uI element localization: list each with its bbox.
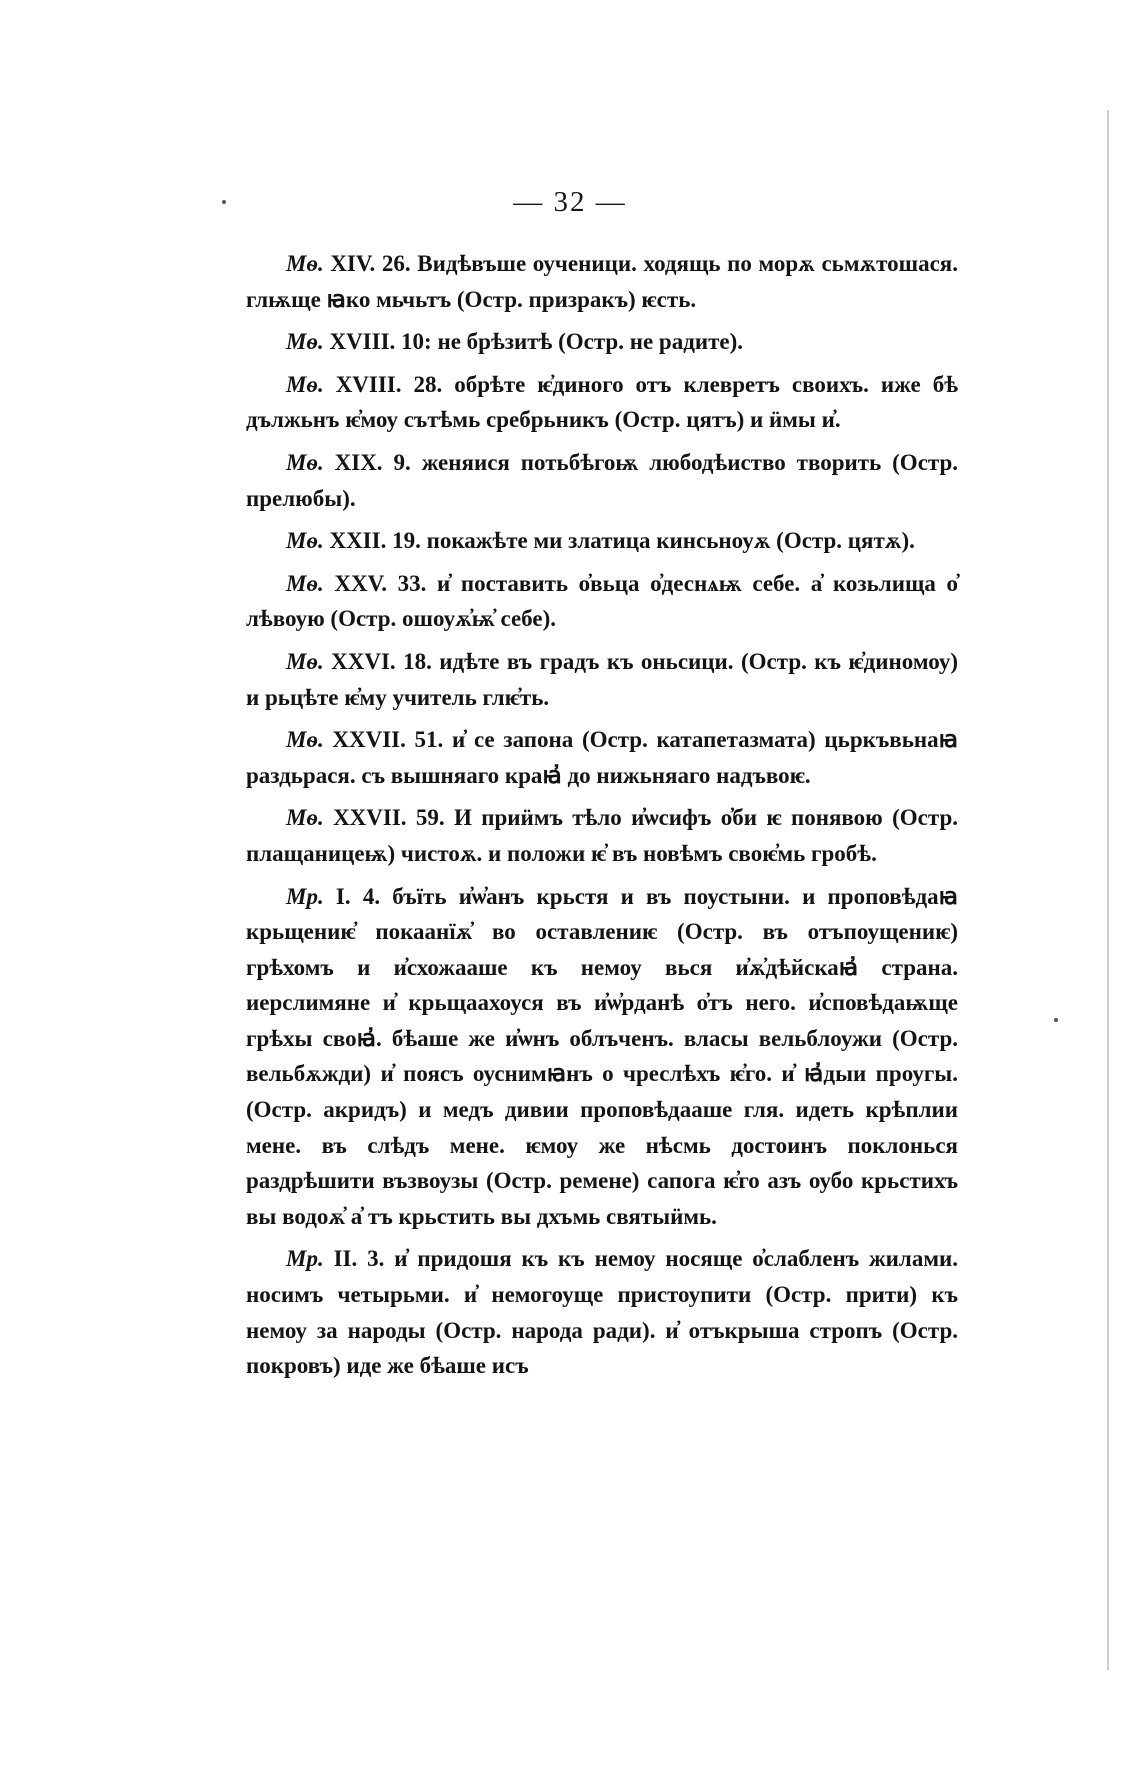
gospel-ref: Мр. <box>286 883 324 909</box>
gospel-ref: Мѳ. <box>286 329 324 355</box>
gospel-ref: Мѳ. <box>286 805 324 831</box>
entry-matthew-27-51 <box>246 722 958 793</box>
verse-number: XXVII. 51. <box>332 727 444 753</box>
entry-text: покажѣте ми златица кинсьноуѫ (Остр. цятѫ). <box>426 528 915 554</box>
verse-number: XVIII. 10: <box>329 329 432 355</box>
verse-number: XIV. 26. <box>330 251 411 276</box>
entry-matthew-22-19 <box>246 523 958 559</box>
verse-number: XXII. 19. <box>329 528 421 554</box>
verse-number: XXVII. 59. <box>333 805 445 831</box>
gospel-ref: Мѳ. <box>286 371 324 397</box>
entry-text: обрѣте ѥ҆диного отъ клевретъ своихъ. иже бѣ дължьнъ ѥ҆моу сътѣмь сребрьникъ (Остр. цятъ) и ӥмы и҆. <box>246 371 959 433</box>
entry-matthew-25-33 <box>246 566 958 637</box>
entry-mark-1-4 <box>246 879 958 1235</box>
entry-matthew-26-18 <box>246 644 958 715</box>
entry-text: женяися потьбѣгоѭ любодѣиство творить (Остр. прелюбы). <box>246 449 959 511</box>
entry-text: бъїть и҆ѡ҆анъ крьстя и въ поустыни. и проповѣдаꙗ крьщениѥ҆ покаанїѫ҆ во оставлениѥ (Остр. въ отъпоущениѥ) грѣхомъ и и҆схожааше къ немоу вься и҆ѫ҆дѣйскаꙗ҆ страна. иерслимяне и҆ крьщаахоуся въ и҆ѡ҆рданѣ о҆тъ него. и҆сповѣдаѭще грѣхы своꙗ҆. бѣаше же и҆ѡнъ облъченъ. власы вельблоужи (Остр. вельбѫжди) и҆ поясъ оуснимꙗнъ о чреслѣхъ ѥ҆го. и҆ ꙗ҆дыи проугы. (Остр. акридъ) и медъ дивии проповѣдааше гля. идеть крѣплии мене. въ слѣдъ мене. ѥмоу же нѣсмь достоинъ поклонься раздрѣшити възвоузы (Остр. ремене) сапога ѥ҆го азъ оубо крьстихъ вы водоѫ҆ а҆ тъ крьстить вы дхъмь святыӥмь. <box>246 883 959 1229</box>
entry-matthew-14-26 <box>246 246 958 317</box>
gospel-ref: Мр. <box>286 1246 324 1272</box>
gospel-ref: Мѳ. <box>286 648 324 674</box>
entry-mark-2-3 <box>246 1241 958 1383</box>
text-block <box>246 246 958 1391</box>
page-edge-shadow <box>1107 110 1109 1670</box>
gospel-ref: Мѳ. <box>286 727 324 753</box>
entry-text: и҆ се запона (Остр. катапетазмата) цьркъвьнаꙗ раздьрася. съ вышняаго краꙗ҆ до нижьняаго надъвоѥ. <box>246 727 958 788</box>
gospel-ref: Мѳ. <box>286 251 324 276</box>
gospel-ref: Мѳ. <box>286 528 324 554</box>
entry-matthew-19-9 <box>246 445 958 516</box>
print-speck <box>1054 1018 1058 1022</box>
verse-number: I. 4. <box>335 883 381 909</box>
entry-text: идѣте въ градъ къ оньсици. (Остр. къ ѥ҆диномоу) и рьцѣте ѥ҆му учитель глѥ҆ть. <box>246 648 959 710</box>
page-number: — 32 — <box>513 186 627 218</box>
entry-matthew-27-59 <box>246 800 958 871</box>
gospel-ref: Мѳ. <box>286 449 324 475</box>
verse-number: XVIII. 28. <box>335 371 443 397</box>
entry-text: и҆ поставить о҆вьца о҆деснѧѭ себе. а҆ козьлища о҆ лѣвоую (Остр. ошоуѫ҆ѭ҆ себе). <box>246 570 959 632</box>
entry-matthew-18-28 <box>246 367 958 438</box>
entry-text: и҆ придошя къ къ немоу носяще о҆слабленъ жилами. носимъ четырьми. и҆ немогоуще пристоупити (Остр. прити) къ немоу за народы (Остр. народа ради). и҆ отъкрыша стропъ (Остр. покровъ) иде же бѣаше исъ <box>246 1246 958 1379</box>
entry-text: Видѣвъше оученици. ходящь по морѫ сьмѫтошася. глѭще ꙗко мьчьтъ (Остр. призракъ) ѥсть. <box>246 251 958 312</box>
verse-number: XIX. 9. <box>334 449 411 475</box>
verse-number: II. 3. <box>333 1246 385 1272</box>
verse-number: XXVI. 18. <box>331 648 432 674</box>
verse-number: XXV. 33. <box>334 570 427 596</box>
entry-text: И приӥмъ тѣло и҆ѡсифъ о҆би ѥ понявою (Остр. плащаницеѭ) чистоѫ. и положи ѥ҆ въ новѣмъ своѥ҆мь гробѣ. <box>246 805 958 866</box>
entry-text: не брѣзитѣ (Остр. не радите). <box>437 329 744 355</box>
entry-matthew-18-10 <box>246 324 958 360</box>
gospel-ref: Мѳ. <box>286 570 324 596</box>
